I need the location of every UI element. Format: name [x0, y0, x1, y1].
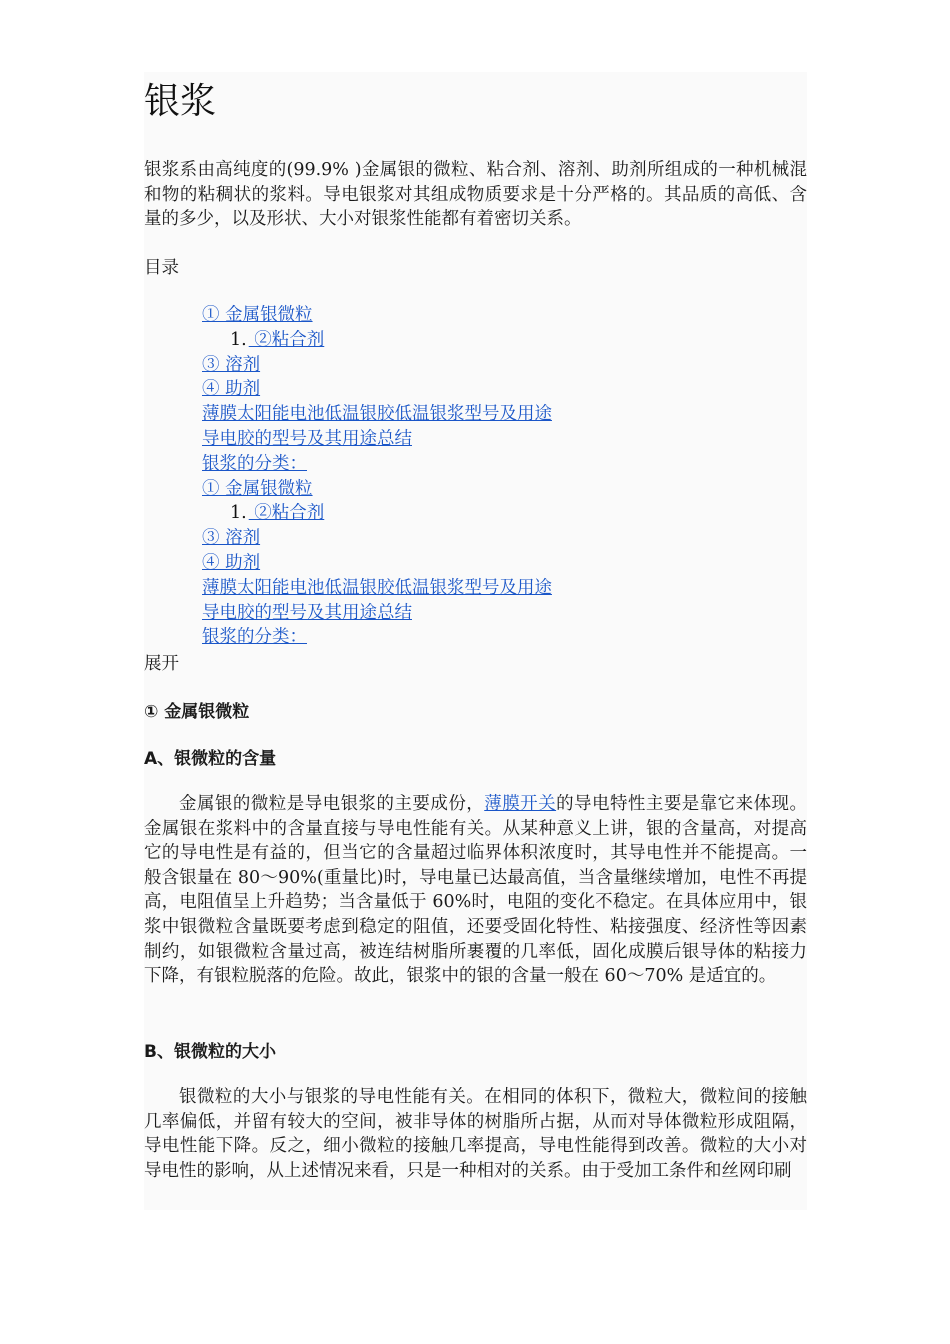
toc-link[interactable]: ②粘合剂 — [248, 329, 325, 350]
toc-label: 目录 — [144, 258, 179, 278]
toc-item — [202, 477, 742, 502]
toc-item — [202, 402, 742, 427]
toc-link[interactable]: 导电胶的型号及其用途总结 — [202, 428, 412, 449]
toc-item — [202, 452, 742, 477]
toc-item — [202, 526, 742, 551]
section-heading: ① 金属银微粒 — [144, 702, 250, 722]
toc-link[interactable]: ③ 溶剂 — [202, 354, 261, 375]
toc-link[interactable]: 薄膜太阳能电池低温银胶低温银浆型号及用途 — [202, 404, 552, 425]
toc-link[interactable]: 导电胶的型号及其用途总结 — [202, 602, 412, 623]
expand-toggle[interactable]: 展开 — [144, 654, 179, 674]
toc-link[interactable]: ① 金属银微粒 — [202, 305, 313, 325]
toc-item — [202, 576, 742, 601]
toc-link[interactable]: ④ 助剂 — [202, 552, 261, 573]
paragraph-text: 的导电特性主要是靠它来体现。金属银在浆料中的含量直接与导电性能有关。从某种意义上讲，银的含量高，对提高它的导电性是有益的，但当它的含量超过临界体积浓度时，其导电性并不能提高。一般含银量在 80～90%(重量比)时，导电量已达最高值，当含量继续增加，电性不再提高，电阻值呈上升趋势；当含量低于 60%时，电阻的变化不稳定。在具体应用中，银浆中银微粒含量既要考虑到稳定的阻值，还要受固化特性、粘接强度、经济性等因素制约，如银微粒含量过高，被连结树脂所裹覆的几率低，固化成膜后银导体的粘接力下降，有银粒脱落的危险。故此，银浆中的银的含量一般在 60～70% 是适宜的。 — [144, 794, 808, 987]
toc-item — [202, 601, 742, 626]
toc-link[interactable]: ① 金属银微粒 — [202, 478, 313, 499]
paragraph-text: 金属银的微粒是导电银浆的主要成份， — [179, 794, 485, 814]
paragraph-particle-size: 银微粒的大小与银浆的导电性能有关。在相同的体积下，微粒大，微粒间的接触几率偏低，并留有较大的空间，被非导体的树脂所占据，从而对导体微粒形成阻隔，导电性能下降。反之，细小微粒的接触几率提高，导电性能得到改善。微粒的大小对导电性的影响，从上述情况来看，只是一种相对的关系。由于受加工条件和丝网印刷 — [144, 1087, 807, 1181]
toc-item — [202, 551, 742, 576]
toc-item — [202, 625, 742, 650]
toc-link[interactable]: 银浆的分类： — [202, 627, 307, 648]
toc-item — [202, 303, 742, 328]
document-page — [144, 72, 807, 1210]
toc-link[interactable]: ③ 溶剂 — [202, 528, 261, 549]
toc-link[interactable]: ②粘合剂 — [248, 503, 325, 524]
table-of-contents — [202, 303, 742, 650]
membrane-switch-link[interactable]: 薄膜开关 — [484, 794, 557, 814]
toc-item — [202, 501, 742, 526]
subsection-heading-b: B、银微粒的大小 — [144, 1042, 276, 1062]
toc-item — [202, 328, 742, 353]
toc-item — [202, 353, 742, 378]
toc-item — [202, 427, 742, 452]
paragraph-silver-content — [144, 792, 807, 989]
subsection-heading-a: A、银微粒的含量 — [144, 749, 277, 769]
toc-link[interactable]: 银浆的分类： — [202, 453, 307, 474]
toc-item-number: 1. — [230, 503, 247, 524]
toc-item-number: 1. — [230, 329, 247, 350]
toc-item — [202, 377, 742, 402]
toc-link[interactable]: 薄膜太阳能电池低温银胶低温银浆型号及用途 — [202, 577, 552, 598]
page-title: 银浆 — [144, 81, 217, 122]
toc-link[interactable]: ④ 助剂 — [202, 379, 261, 400]
intro-paragraph: 银浆系由高纯度的(99.9% )金属银的微粒、粘合剂、溶剂、助剂所组成的一种机械混和物的粘稠状的浆料。导电银浆对其组成物质要求是十分严格的。其品质的高低、含量的多少，以及形状、大小对银浆性能都有着密切关系。 — [144, 160, 807, 230]
